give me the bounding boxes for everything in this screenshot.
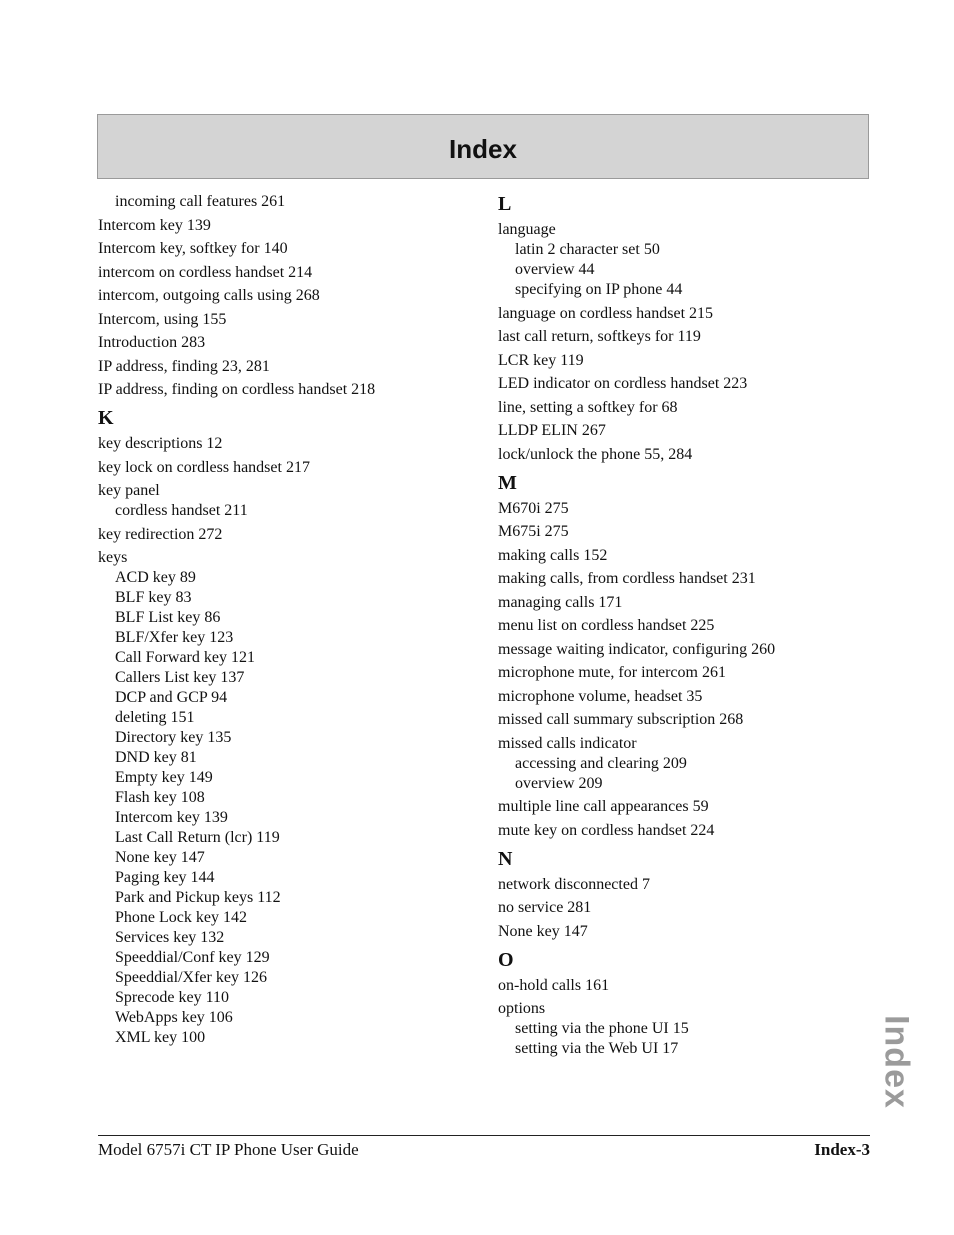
index-subentry: Paging key 144 xyxy=(115,869,215,886)
index-entry-label: IP address, finding 23, 281 xyxy=(98,357,270,375)
index-entry xyxy=(498,374,878,394)
index-entry xyxy=(498,687,878,707)
index-entry xyxy=(498,351,878,371)
index-entry xyxy=(498,569,878,589)
index-entry-label: options xyxy=(498,1000,546,1017)
index-entry-label: intercom, outgoing calls using 268 xyxy=(98,287,320,304)
index-subentry: Services key 132 xyxy=(115,929,225,946)
index-entry-label: LCR key 119 xyxy=(498,351,584,369)
index-entry-label: key lock on cordless handset 217 xyxy=(98,458,310,476)
index-entry xyxy=(98,286,478,306)
index-subentry: BLF key 83 xyxy=(115,589,192,606)
index-entry-label: key redirection 272 xyxy=(98,525,223,543)
index-entry xyxy=(498,797,878,817)
index-column-right xyxy=(498,192,878,1063)
index-subentry: BLF List key 86 xyxy=(115,609,221,626)
index-subentry: specifying on IP phone 44 xyxy=(515,281,683,298)
index-section-m xyxy=(498,499,878,841)
footer-guide-title: Model 6757i CT IP Phone User Guide xyxy=(98,1140,359,1159)
index-subentry: Park and Pickup keys 112 xyxy=(115,889,281,906)
index-entry xyxy=(498,616,878,636)
index-entry-label: on-hold calls 161 xyxy=(498,976,610,994)
index-entry-label: managing calls 171 xyxy=(498,593,623,611)
index-entry-label: keys xyxy=(98,549,128,566)
index-subentry: overview 44 xyxy=(515,261,595,278)
index-subentry: Call Forward key 121 xyxy=(115,649,255,666)
index-column-left xyxy=(98,192,478,1052)
index-subentry: Empty key 149 xyxy=(115,769,213,786)
index-entry-label: microphone mute, for intercom 261 xyxy=(498,664,726,681)
index-entry-label: IP address, finding on cordless handset 218 xyxy=(98,381,376,398)
index-entry xyxy=(98,239,478,259)
index-continuation: incoming call features 261 xyxy=(115,193,286,210)
index-entry-label: language on cordless handset 215 xyxy=(498,304,714,322)
index-entry xyxy=(498,922,878,942)
index-entry-label: LLDP ELIN 267 xyxy=(498,422,606,439)
index-subentry: Intercom key 139 xyxy=(115,809,228,826)
index-entry-label: menu list on cordless handset 225 xyxy=(498,617,715,634)
side-section-tab xyxy=(870,1014,922,1110)
index-entry-label: line, setting a softkey for 68 xyxy=(498,398,678,416)
index-subentry: Speeddial/Conf key 129 xyxy=(115,949,270,966)
index-section-l xyxy=(498,220,878,465)
index-entry xyxy=(498,445,878,465)
index-entry xyxy=(498,875,878,895)
index-entry-label: missed call summary subscription 268 xyxy=(498,711,744,728)
index-entry xyxy=(498,821,878,841)
index-entry xyxy=(98,380,478,400)
index-entry-label: M670i 275 xyxy=(498,499,569,517)
index-entry-label: Introduction 283 xyxy=(98,334,206,351)
index-subentry: setting via the phone UI 15 xyxy=(515,1020,689,1037)
index-entry-label: key panel xyxy=(98,482,160,499)
index-subentry: Directory key 135 xyxy=(115,729,232,746)
index-entry xyxy=(498,499,878,519)
index-subentry: cordless handset 211 xyxy=(115,502,248,519)
index-letter-n: N xyxy=(498,847,513,870)
index-subentry: Sprecode key 110 xyxy=(115,989,230,1006)
index-entry-label: language xyxy=(498,221,556,238)
side-tab-label: Index xyxy=(877,1015,916,1109)
index-entry xyxy=(498,663,878,683)
index-header-banner xyxy=(97,114,869,179)
index-entry-label: lock/unlock the phone 55, 284 xyxy=(498,445,693,463)
index-subentry: DCP and GCP 94 xyxy=(115,689,228,706)
index-entry xyxy=(498,327,878,347)
index-subentry: overview 209 xyxy=(515,774,603,792)
index-entry-label: missed calls indicator xyxy=(498,734,637,752)
index-subentry: accessing and clearing 209 xyxy=(515,754,687,772)
index-entry-label: making calls 152 xyxy=(498,546,608,564)
index-entry-label: last call return, softkeys for 119 xyxy=(498,328,701,345)
index-entry-label: Intercom key 139 xyxy=(98,216,211,234)
index-subentry: WebApps key 106 xyxy=(115,1009,233,1026)
index-letter-o: O xyxy=(498,948,514,971)
index-entry-label: None key 147 xyxy=(498,922,588,940)
index-entry xyxy=(98,434,478,454)
index-entry xyxy=(498,398,878,418)
index-subentry: latin 2 character set 50 xyxy=(515,241,660,258)
index-entry xyxy=(498,734,878,794)
index-entry-label: Intercom, using 155 xyxy=(98,310,227,328)
index-subentry: DND key 81 xyxy=(115,749,197,766)
index-entry xyxy=(98,310,478,330)
index-section-i xyxy=(98,216,478,401)
index-entry xyxy=(498,220,878,300)
index-subentry: setting via the Web UI 17 xyxy=(515,1040,679,1057)
index-entry-label: message waiting indicator, configuring 260 xyxy=(498,640,776,658)
index-entry xyxy=(98,548,478,1048)
page-title: Index xyxy=(449,134,517,164)
index-entry-label: mute key on cordless handset 224 xyxy=(498,821,715,839)
index-entry-label: LED indicator on cordless handset 223 xyxy=(498,375,748,392)
index-subentry: Phone Lock key 142 xyxy=(115,909,247,926)
index-subentry: Speeddial/Xfer key 126 xyxy=(115,969,267,986)
index-entry-label: multiple line call appearances 59 xyxy=(498,798,709,815)
index-entry xyxy=(498,593,878,613)
index-subentry: Flash key 108 xyxy=(115,789,205,806)
index-entry-label: making calls, from cordless handset 231 xyxy=(498,570,756,587)
index-entry-label: M675i 275 xyxy=(498,523,569,540)
index-entry xyxy=(98,216,478,236)
index-entry-label: microphone volume, headset 35 xyxy=(498,687,703,705)
index-entry xyxy=(498,522,878,542)
index-entry xyxy=(498,304,878,324)
index-entry-label: Intercom key, softkey for 140 xyxy=(98,240,288,257)
footer-page-number: Index-3 xyxy=(814,1140,870,1159)
index-entry xyxy=(98,525,478,545)
index-subentry: None key 147 xyxy=(115,849,205,866)
index-entry xyxy=(98,263,478,283)
index-entry-label: network disconnected 7 xyxy=(498,875,650,893)
index-entry xyxy=(98,458,478,478)
index-subentry: Callers List key 137 xyxy=(115,669,245,686)
index-entry-label: intercom on cordless handset 214 xyxy=(98,263,313,281)
index-entry-label: key descriptions 12 xyxy=(98,435,223,452)
index-entry xyxy=(498,976,878,996)
index-subentry: XML key 100 xyxy=(115,1029,206,1046)
index-section-o xyxy=(498,976,878,1060)
index-subentry: ACD key 89 xyxy=(115,569,196,586)
index-entry xyxy=(98,357,478,377)
index-entry xyxy=(498,999,878,1059)
index-entry xyxy=(498,546,878,566)
index-letter-l: L xyxy=(498,193,512,215)
index-entry xyxy=(498,710,878,730)
index-letter-m: M xyxy=(498,471,517,494)
index-section-k xyxy=(98,434,478,1048)
index-entry xyxy=(498,640,878,660)
index-entry xyxy=(498,898,878,918)
index-entry xyxy=(98,481,478,521)
index-subentry: deleting 151 xyxy=(115,709,195,726)
index-subentry: Last Call Return (lcr) 119 xyxy=(115,829,280,846)
index-entry-label: no service 281 xyxy=(498,899,592,916)
footer-divider xyxy=(98,1135,870,1136)
index-section-n xyxy=(498,875,878,942)
index-letter-k: K xyxy=(98,407,114,429)
index-entry xyxy=(498,421,878,441)
index-entry xyxy=(98,333,478,353)
index-subentry: BLF/Xfer key 123 xyxy=(115,629,234,646)
